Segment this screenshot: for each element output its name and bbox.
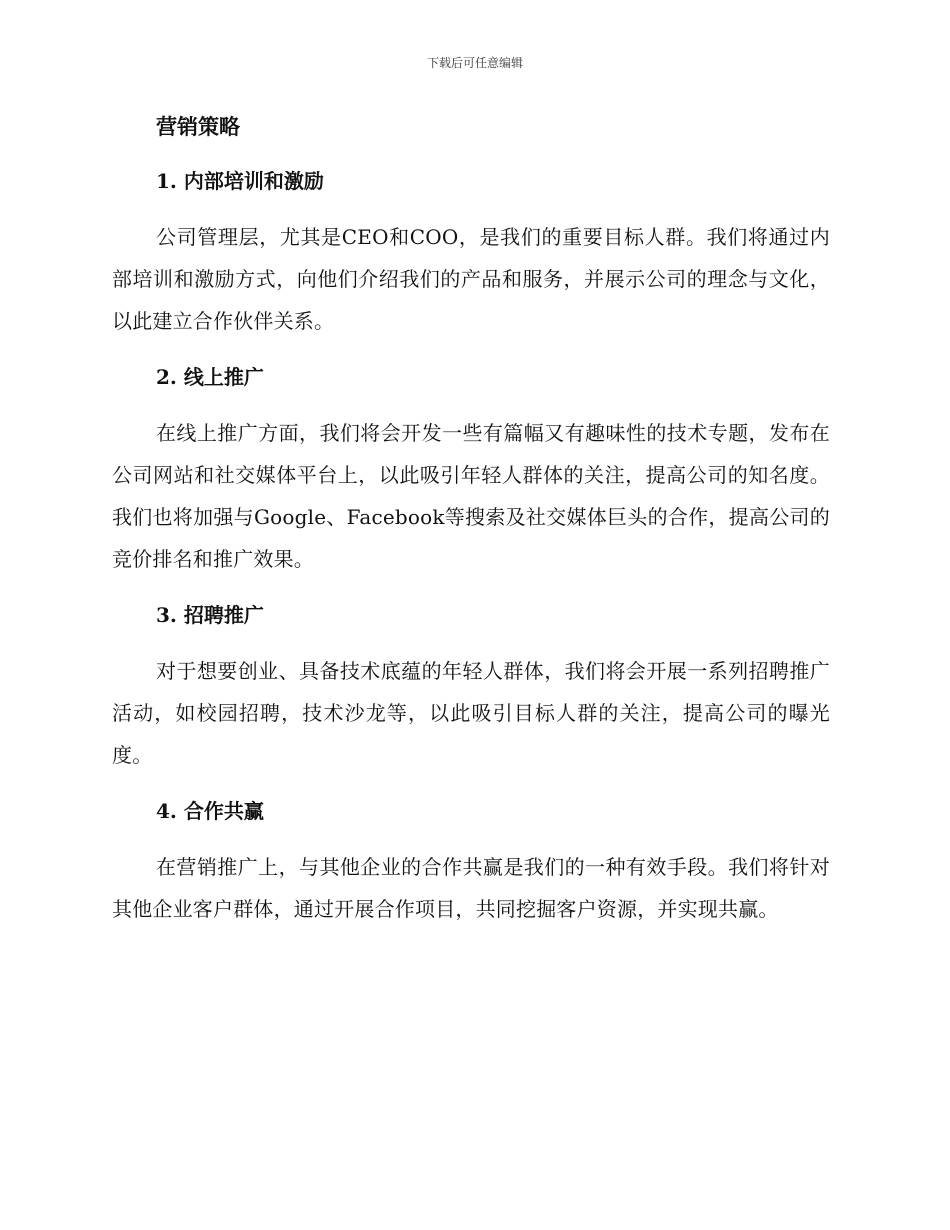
section-heading-4: 4. 合作共赢 bbox=[156, 799, 264, 823]
document-body bbox=[112, 108, 830, 930]
document-title: 营销策略 bbox=[156, 114, 240, 139]
section-heading-2: 2. 线上推广 bbox=[156, 365, 264, 389]
section-paragraph-1: 公司管理层，尤其是CEO和COO，是我们的重要目标人群。我们将通过内部培训和激励方式，向他们介绍我们的产品和服务，并展示公司的理念与文化，以此建立合作伙伴关系。 bbox=[112, 225, 830, 333]
header-note: 下载后可任意编辑 bbox=[426, 56, 523, 70]
section-heading-3: 3. 招聘推广 bbox=[156, 603, 264, 627]
section-paragraph-4: 在营销推广上，与其他企业的合作共赢是我们的一种有效手段。我们将针对其他企业客户群体，通过开展合作项目，共同挖掘客户资源，并实现共赢。 bbox=[112, 855, 830, 921]
section-paragraph-3: 对于想要创业、具备技术底蕴的年轻人群体，我们将会开展一系列招聘推广活动，如校园招聘，技术沙龙等，以此吸引目标人群的关注，提高公司的曝光度。 bbox=[112, 659, 830, 767]
section-heading-1: 1. 内部培训和激励 bbox=[156, 169, 324, 193]
section-paragraph-2: 在线上推广方面，我们将会开发一些有篇幅又有趣味性的技术专题，发布在公司网站和社交媒体平台上，以此吸引年轻人群体的关注，提高公司的知名度。我们也将加强与Google、Facebook等搜索及社交媒体巨头的合作，提高公司的竞价排名和推广效果。 bbox=[112, 421, 830, 571]
